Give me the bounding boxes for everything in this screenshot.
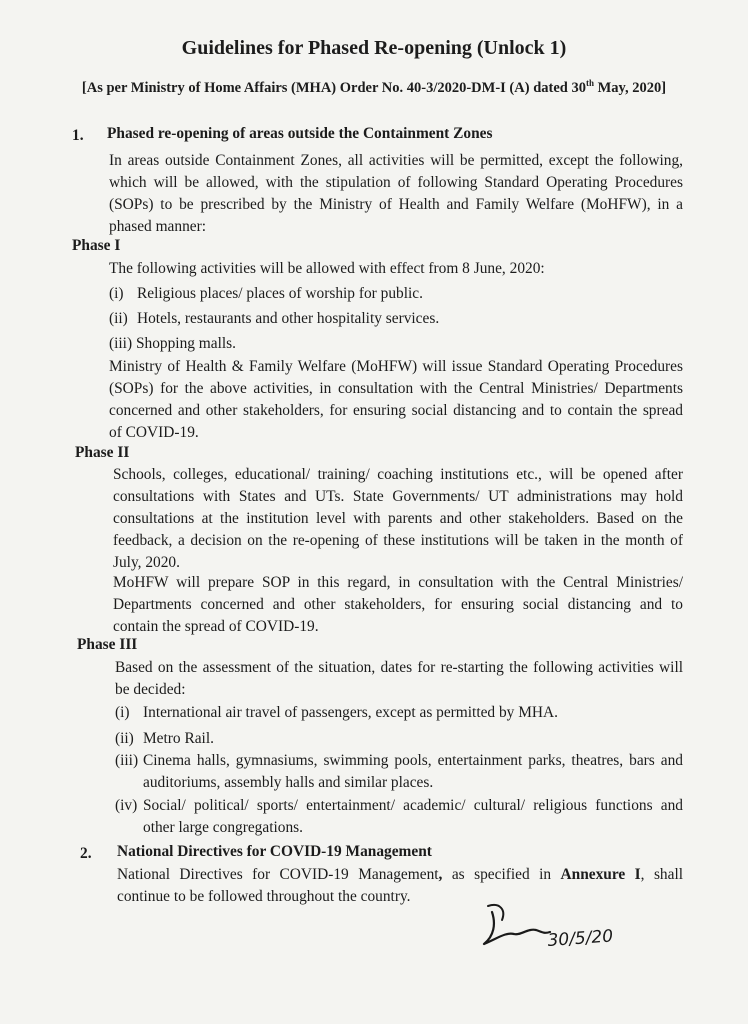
- phase1-item-text: Religious places/ places of worship for public.: [137, 285, 423, 302]
- phase3-item-num: (ii): [115, 730, 134, 747]
- phase3-item-num: (iv): [115, 797, 138, 814]
- phase1-note: Ministry of Health & Family Welfare (MoHFW) will issue Standard Operating Procedures (SOPs) for the above activities, in consultation with the Central Ministries/ Departments concerned and other stakeholders, for ensuring social distancing and to contain the spread of COVID-19.: [109, 358, 683, 441]
- signature-date: [547, 926, 614, 951]
- phase2-para1: Schools, colleges, educational/ training/ coaching institutions etc., will be opened after consultations with States and UTs. State Governments/ UT administrations may hold consultations at the institution level with parents and other stakeholders. Based on the feedback, a decision on the re-opening of these institutions will be taken in the month of July, 2020.: [113, 466, 683, 571]
- section1-heading: Phased re-opening of areas outside the Containment Zones: [107, 125, 493, 142]
- phase3-item-text: Metro Rail.: [143, 730, 214, 747]
- phase3-item-text: Cinema halls, gymnasiums, swimming pools, entertainment parks, theatres, bars and auditoriums, assembly halls and similar places.: [143, 752, 683, 791]
- document-title: Guidelines for Phased Re-opening (Unlock 1): [181, 37, 567, 59]
- phase1-intro: The following activities will be allowed with effect from 8 June, 2020:: [109, 260, 545, 277]
- phase1-item-num: (ii): [109, 310, 128, 327]
- svg-text:30/5/20: 30/5/20: [546, 926, 614, 951]
- phase2-heading: Phase II: [75, 444, 130, 461]
- phase1-heading: Phase I: [72, 237, 121, 254]
- handwritten-signature: [478, 898, 628, 960]
- section2-heading: National Directives for COVID-19 Management: [117, 843, 432, 860]
- section2-number: 2.: [80, 845, 92, 862]
- phase2-para2: MoHFW will prepare SOP in this regard, in consultation with the Central Ministries/ Departments concerned and other stakeholders, for ensuring social distancing and to contain the spread of COVID-19.: [113, 574, 683, 635]
- phase1-item-num: (i): [109, 285, 124, 302]
- phase3-item-num: (i): [115, 704, 130, 721]
- phase3-item-num: (iii): [115, 752, 139, 769]
- section1-intro: In areas outside Containment Zones, all activities will be permitted, except the following, which will be allowed, with the stipulation of following Standard Operating Procedures (SOPs) to be prescribed by the Ministry of Health and Family Welfare (MoHFW), in a phased manner:: [109, 152, 683, 235]
- phase1-item-text: Hotels, restaurants and other hospitality services.: [137, 310, 440, 327]
- phase3-intro: Based on the assessment of the situation, dates for re-starting the following activities will be decided:: [115, 659, 683, 698]
- section2-body: National Directives for COVID-19 Management, as specified in Annexure I, shall continue to be followed throughout the country.: [117, 866, 684, 905]
- section1-number: 1.: [72, 127, 84, 144]
- phase3-item-text: Social/ political/ sports/ entertainment/ academic/ cultural/ religious functions and other large congregations.: [143, 797, 683, 836]
- phase1-item: (iii) Shopping malls.: [109, 335, 236, 352]
- phase3-item-text: International air travel of passengers, except as permitted by MHA.: [143, 704, 558, 721]
- phase3-heading: Phase III: [77, 636, 138, 653]
- document-subtitle: [As per Ministry of Home Affairs (MHA) Order No. 40-3/2020-DM-I (A) dated 30th May, 2020]: [81, 78, 667, 96]
